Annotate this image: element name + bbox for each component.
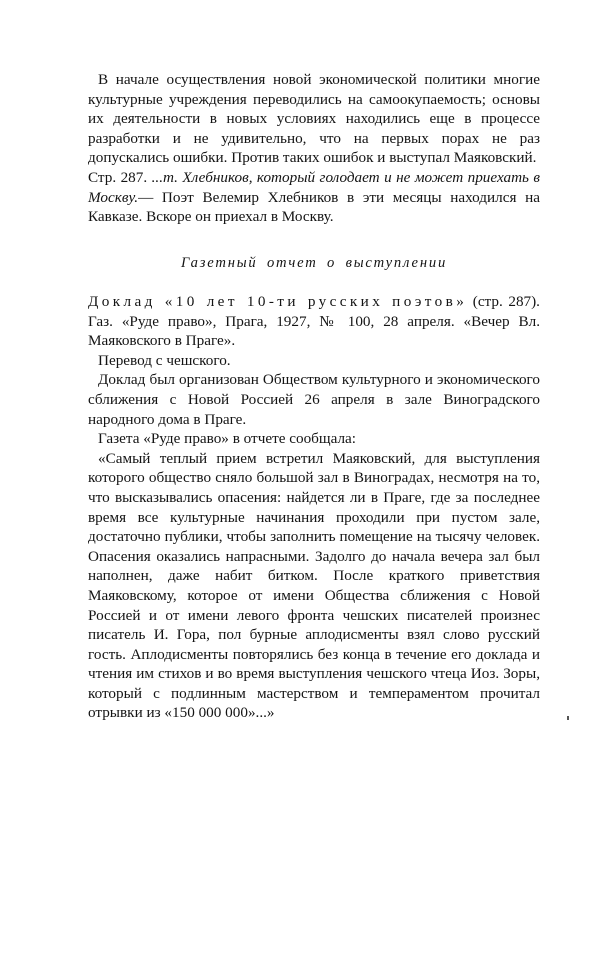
section-heading: Газетный отчет о выступлении bbox=[180, 255, 448, 271]
note-page-287 bbox=[88, 168, 540, 227]
translation-note: Перевод с чешского. bbox=[98, 351, 231, 369]
report-title bbox=[88, 292, 540, 351]
note-quote: ...т. Хлебников, который голодает и не может приехать в Москву. bbox=[88, 168, 540, 206]
report-title-spaced: Доклад «10 лет 10-ти русских поэтов» bbox=[88, 293, 468, 310]
newspaper-quote: «Самый теплый прием встретил Маяковский, для выступления которого общество сняло большой зал в Виноградах, несмотря на то, что высказывались опасения: найдется ли в Праге, где за последнее время все культурные начинания проходили при пустом зале, достаточно публики, чтобы заполнить помещение на тысячу человек. Опасения оказались напрасными. Задолго до начала вечера зал был наполнен, даже набит битком. После краткого приветствия Маяковскому, которое от имени Общества сближения с Новой Россией и от имени левого фронта чешских писателей произнес писатель И. Гора, пол бурные аплодисменты взял слово русский гость. Аплодисменты повторялись без конца в течение его доклада и чтения им стихов и во время выступления чешского чтеца Иоз. Зоры, который с подлинным мастерством и темпераментом прочитал отрывки из «150 000 000»...» bbox=[88, 449, 540, 722]
report-intro: Газета «Руде право» в отчете сообщала: bbox=[98, 430, 357, 448]
commentary-paragraph: В начале осуществления новой экономической политики многие культурные учреждения переводились на самоокупаемость; основы их деятельности в новых условиях находились еще в процессе разработки и не удивительно, что на первых порах не раз допускались ошибки. Против таких ошибок и выступал Маяковский. bbox=[88, 71, 540, 167]
report-block bbox=[88, 292, 540, 723]
note-prefix: Стр. 287. bbox=[88, 168, 152, 186]
report-title-source: (стр. 287). Газ. «Руде право», Прага, 1927, № 100, 28 апреля. «Вечер Вл. Маяковского в Праге». bbox=[88, 293, 540, 350]
print-speck bbox=[567, 716, 569, 720]
commentary-block bbox=[88, 70, 540, 227]
note-explanation: — Поэт Велемир Хлебников в эти месяцы находился на Кавказе. Вскоре он приехал в Москву. bbox=[88, 188, 540, 226]
organization-paragraph: Доклад был организован Обществом культурного и экономического сближения с Новой Россией 26 апреля в зале Виноградского народного дома в Праге. bbox=[88, 371, 540, 428]
